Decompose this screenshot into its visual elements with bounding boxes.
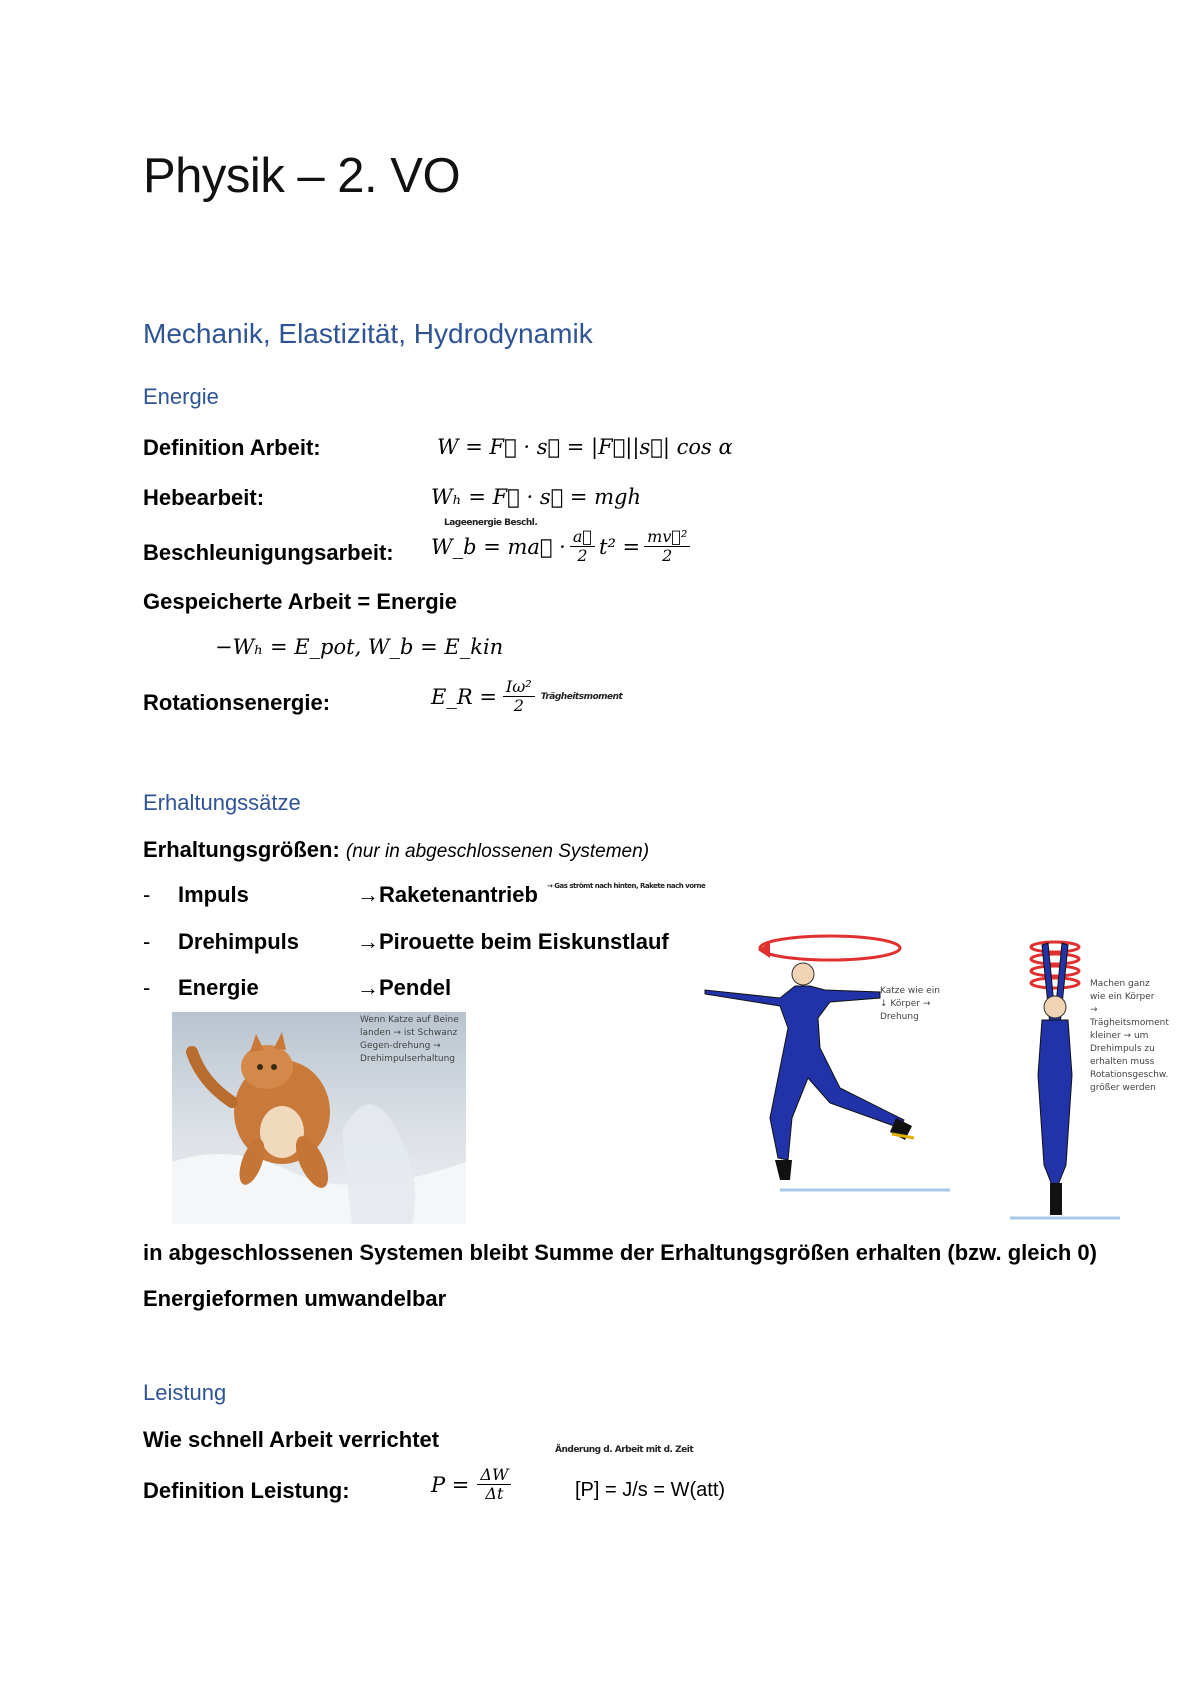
- beschl-formula: [431, 528, 690, 566]
- summe-text: in abgeschlossenen Systemen bleibt Summe der Erhaltungsgrößen erhalten (bzw. gleich 0): [143, 1240, 1097, 1265]
- rot-frac-num: Iω²: [503, 678, 535, 697]
- leistung-def-label: Definition Leistung:: [143, 1478, 350, 1503]
- leistung-frac-den: Δt: [485, 1484, 504, 1504]
- energie-relation: −Wₕ = E_pot, W_b = E_kin: [215, 635, 504, 659]
- bullet-example-impuls: →Raketenantrieb: [357, 882, 538, 907]
- bullet-example-drehimpuls: →Pirouette beim Eiskunstlauf: [357, 929, 669, 954]
- impuls-note: → Gas strömt nach hinten, Rakete nach vorne: [547, 882, 706, 890]
- beschl-frac-1: [570, 528, 595, 566]
- erhaltung-heading: Erhaltungssätze: [143, 790, 301, 815]
- umwandelbar-text: Energieformen umwandelbar: [143, 1286, 447, 1311]
- rot-formula-a: E_R =: [431, 684, 497, 709]
- leistung-note: Änderung d. Arbeit mit d. Zeit: [555, 1445, 694, 1455]
- beschl-formula-b: t² =: [599, 534, 641, 559]
- bullet-dash: -: [143, 929, 151, 954]
- rot-formula: [431, 678, 622, 716]
- groessen-line: [143, 837, 649, 863]
- rot-frac: [503, 678, 535, 716]
- leistung-text: Wie schnell Arbeit verrichtet: [143, 1427, 440, 1452]
- rot-frac-den: 2: [513, 696, 524, 716]
- beschl-frac-2-den: 2: [662, 546, 673, 566]
- gespeichert-text: Gespeicherte Arbeit = Energie: [143, 589, 458, 614]
- beschl-frac-1-num: a⃗: [570, 528, 595, 547]
- skater-1-image: [700, 928, 960, 1193]
- leistung-unit: [P] = J/s = W(att): [575, 1479, 726, 1501]
- leistung-frac: [477, 1466, 511, 1504]
- bullet-name-energie: Energie: [178, 975, 259, 1000]
- bullet-dash: -: [143, 975, 151, 1000]
- bullet-dash: -: [143, 882, 151, 907]
- beschl-frac-2: [644, 528, 690, 566]
- leistung-formula: [431, 1466, 511, 1504]
- cat-note: Wenn Katze auf Beine landen → ist Schwanz Gegen-drehung → Drehimpulserhaltung: [360, 1015, 459, 1064]
- leistung-heading: Leistung: [143, 1380, 227, 1405]
- hebe-label: Hebearbeit:: [143, 485, 265, 510]
- beschl-note: Lageenergie Beschl.: [444, 518, 538, 528]
- skater-1: [700, 928, 960, 1193]
- rot-label: Rotationsenergie:: [143, 690, 331, 715]
- skater-2-note: Machen ganz wie ein Körper → Trägheitsmoment kleiner → um Drehimpuls zu erhalten muss Rotationsgeschw. größer werden: [1090, 979, 1169, 1093]
- hebe-formula: Wₕ = F⃗ · s⃗ = mgh: [431, 485, 642, 509]
- bullet-name-drehimpuls: Drehimpuls: [178, 929, 300, 954]
- bullet-name-impuls: Impuls: [178, 882, 249, 907]
- section-heading: Mechanik, Elastizität, Hydrodynamik: [143, 318, 593, 349]
- leistung-formula-a: P =: [431, 1472, 470, 1497]
- skater-1-note: Katze wie ein ↓ Körper → Drehung: [880, 986, 940, 1022]
- leistung-frac-num: ΔW: [477, 1466, 511, 1485]
- groessen-label: Erhaltungsgrößen:: [143, 837, 340, 862]
- groessen-note: (nur in abgeschlossenen Systemen): [345, 841, 650, 862]
- arbeit-label: Definition Arbeit:: [143, 435, 321, 460]
- beschl-frac-2-num: mv⃗²: [644, 528, 690, 547]
- beschl-frac-1-den: 2: [577, 546, 588, 566]
- bullet-example-energie: →Pendel: [357, 975, 452, 1000]
- page-title: Physik – 2. VO: [143, 149, 461, 203]
- arbeit-formula: W = F⃗ · s⃗ = |F⃗||s⃗| cos α: [437, 435, 733, 459]
- beschl-formula-a: W_b = ma⃗ ·: [431, 534, 566, 559]
- beschl-label: Beschleunigungsarbeit:: [143, 540, 394, 565]
- rot-note: Trägheitsmoment: [540, 691, 623, 702]
- energie-heading: Energie: [143, 384, 219, 409]
